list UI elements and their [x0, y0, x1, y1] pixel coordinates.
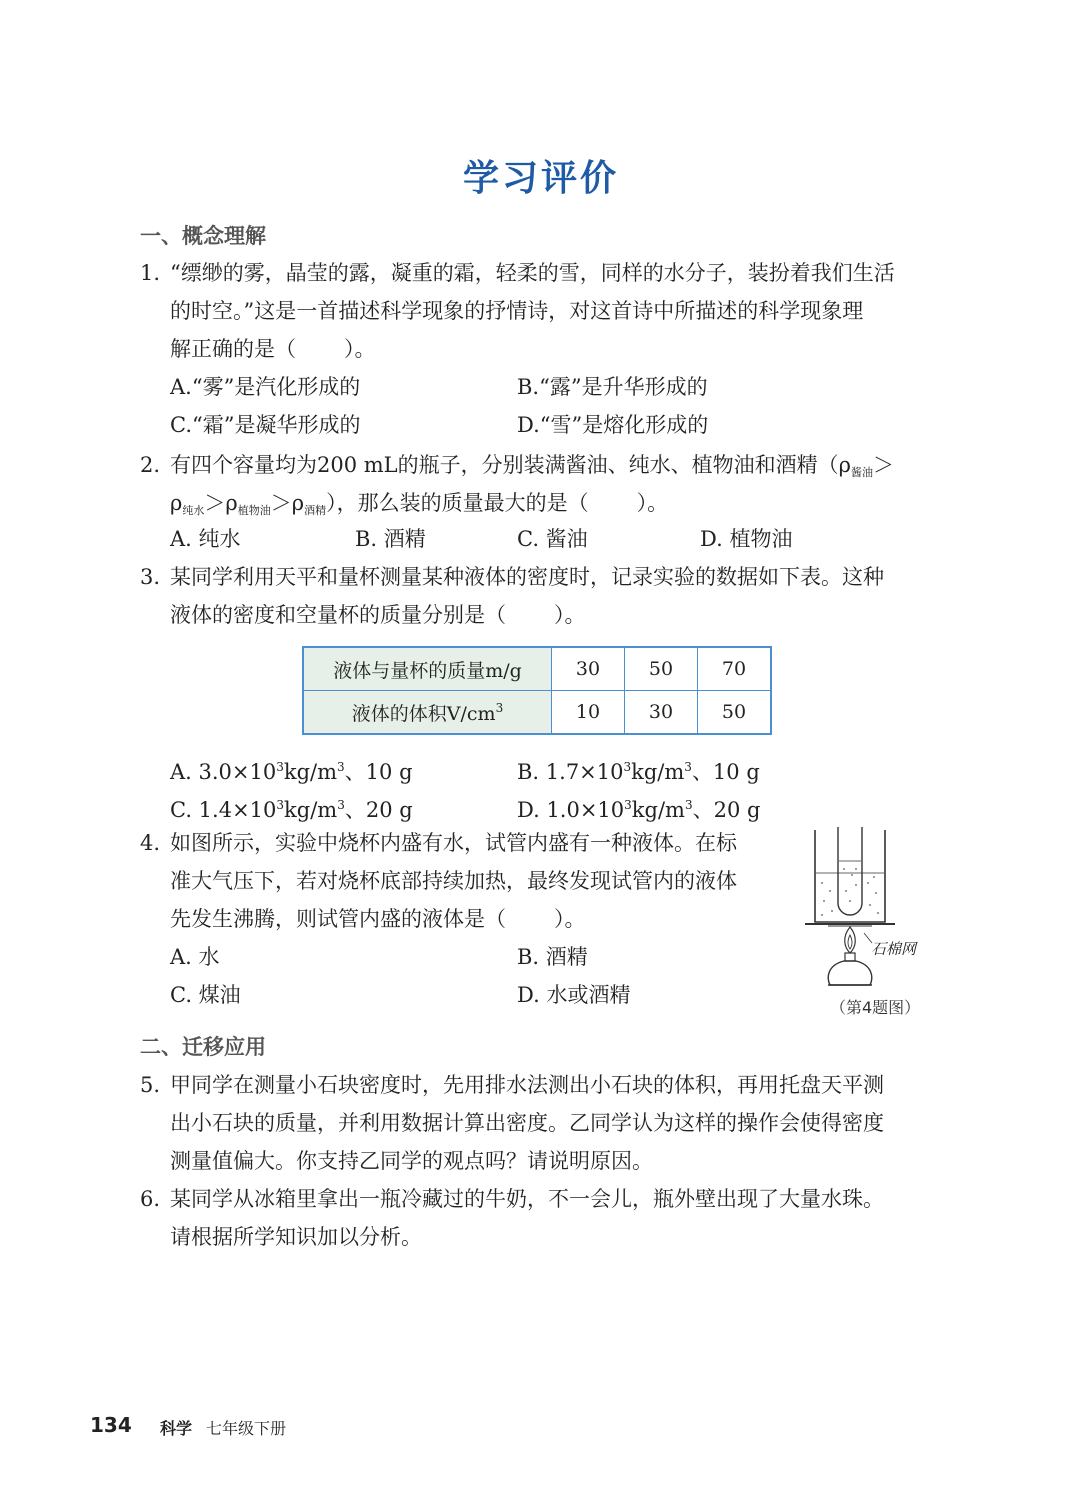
table-row	[303, 691, 771, 735]
book-info	[160, 1416, 286, 1439]
question-1-option-c: C.“霜”是凝华形成的	[170, 413, 361, 437]
question-4-number: 4.	[140, 831, 161, 855]
question-5-number: 5.	[140, 1073, 161, 1097]
question-6-line-2: 请根据所学知识加以分析。	[170, 1225, 422, 1249]
section-heading-concepts: 一、概念理解	[140, 224, 266, 248]
table-cell: 70	[698, 647, 772, 691]
question-1-option-d: D.“雪”是熔化形成的	[517, 413, 709, 437]
figure-label-gauze: 石棉网	[871, 940, 917, 958]
question-4-line-1: 如图所示，实验中烧杯内盛有水，试管内盛有一种液体。在标	[170, 831, 737, 855]
question-6-number: 6.	[140, 1187, 161, 1211]
question-1-number: 1.	[140, 261, 161, 285]
question-3-option-b: B. $1.7\times 10^3kg/m^3$、10 g	[517, 760, 760, 784]
question-2-number: 2.	[140, 453, 161, 477]
question-5-line-1: 甲同学在测量小石块密度时，先用排水法测出小石块的体积，再用托盘天平测	[170, 1073, 884, 1097]
question-2-option-a: A. 纯水	[170, 527, 241, 551]
question-5-line-2: 出小石块的质量，并利用数据计算出密度。乙同学认为这样的操作会使得密度	[170, 1111, 884, 1135]
question-1-line-2: 的时空。”这是一首描述科学现象的抒情诗，对这首诗中所描述的科学现象理	[170, 299, 864, 323]
figure-caption: （第4题图）	[830, 998, 921, 1017]
table-cell: 30	[625, 691, 698, 735]
table-cell: 50	[625, 647, 698, 691]
question-3-line-2: 液体的密度和空量杯的质量分别是（ ）。	[170, 603, 586, 627]
page-number: 134	[90, 1413, 132, 1437]
question-6-line-1: 某同学从冰箱里拿出一瓶冷藏过的牛奶，不一会儿，瓶外壁出现了大量水珠。	[170, 1187, 884, 1211]
question-5-line-3: 测量值偏大。你支持乙同学的观点吗？请说明原因。	[170, 1149, 653, 1173]
question-1-option-a: A.“雾”是汽化形成的	[170, 375, 361, 399]
question-2-line-2: $\rho_{纯水}>\rho_{植物油}>\rho_{酒精}$），那么装的质量最大的是（ ）。	[170, 491, 669, 517]
subject-label: 科学	[160, 1419, 193, 1438]
question-2-option-b: B. 酒精	[355, 527, 426, 551]
grade-label: 七年级下册	[206, 1419, 287, 1438]
page-title: 学习评价	[462, 158, 619, 199]
question-4-option-a: A. 水	[170, 945, 220, 969]
table-cell: 50	[698, 691, 772, 735]
question-3-line-1: 某同学利用天平和量杯测量某种液体的密度时，记录实验的数据如下表。这种	[170, 565, 884, 589]
table-cell: 10	[552, 691, 625, 735]
question-1-option-b: B.“露”是升华形成的	[517, 375, 708, 399]
question-4-line-3: 先发生沸腾，则试管内盛的液体是（ ）。	[170, 907, 586, 931]
question-2-option-c: C. 酱油	[517, 527, 588, 551]
section-heading-application: 二、迁移应用	[140, 1035, 266, 1059]
question-2-line-1: 有四个容量均为200 mL的瓶子，分别装满酱油、纯水、植物油和酒精（$\rho_{酱油}>$	[170, 453, 894, 479]
table-cell: 30	[552, 647, 625, 691]
beaker-heating-figure	[800, 825, 940, 995]
question-4-option-b: B. 酒精	[517, 945, 588, 969]
question-4-option-d: D. 水或酒精	[517, 983, 631, 1007]
question-3-option-a: A. $3.0\times 10^3kg/m^3$、10 g	[170, 760, 413, 784]
measurement-table	[302, 646, 772, 735]
question-2-option-d: D. 植物油	[700, 527, 793, 551]
table-row-header: 液体与量杯的质量m/g	[303, 647, 552, 691]
question-3-option-d: D. $1.0\times 10^3kg/m^3$、20 g	[517, 798, 761, 822]
question-1-line-1: “缥缈的雾，晶莹的露，凝重的霜，轻柔的雪，同样的水分子，装扮着我们生活	[170, 261, 895, 285]
question-1-line-3: 解正确的是（ ）。	[170, 337, 376, 361]
question-3-option-c: C. $1.4\times 10^3kg/m^3$、20 g	[170, 798, 413, 822]
question-4-line-2: 准大气压下，若对烧杯底部持续加热，最终发现试管内的液体	[170, 869, 737, 893]
table-row-header: 液体的体积$V/cm^3$	[303, 691, 552, 735]
question-4-option-c: C. 煤油	[170, 983, 241, 1007]
table-row	[303, 647, 771, 691]
question-3-number: 3.	[140, 565, 161, 589]
